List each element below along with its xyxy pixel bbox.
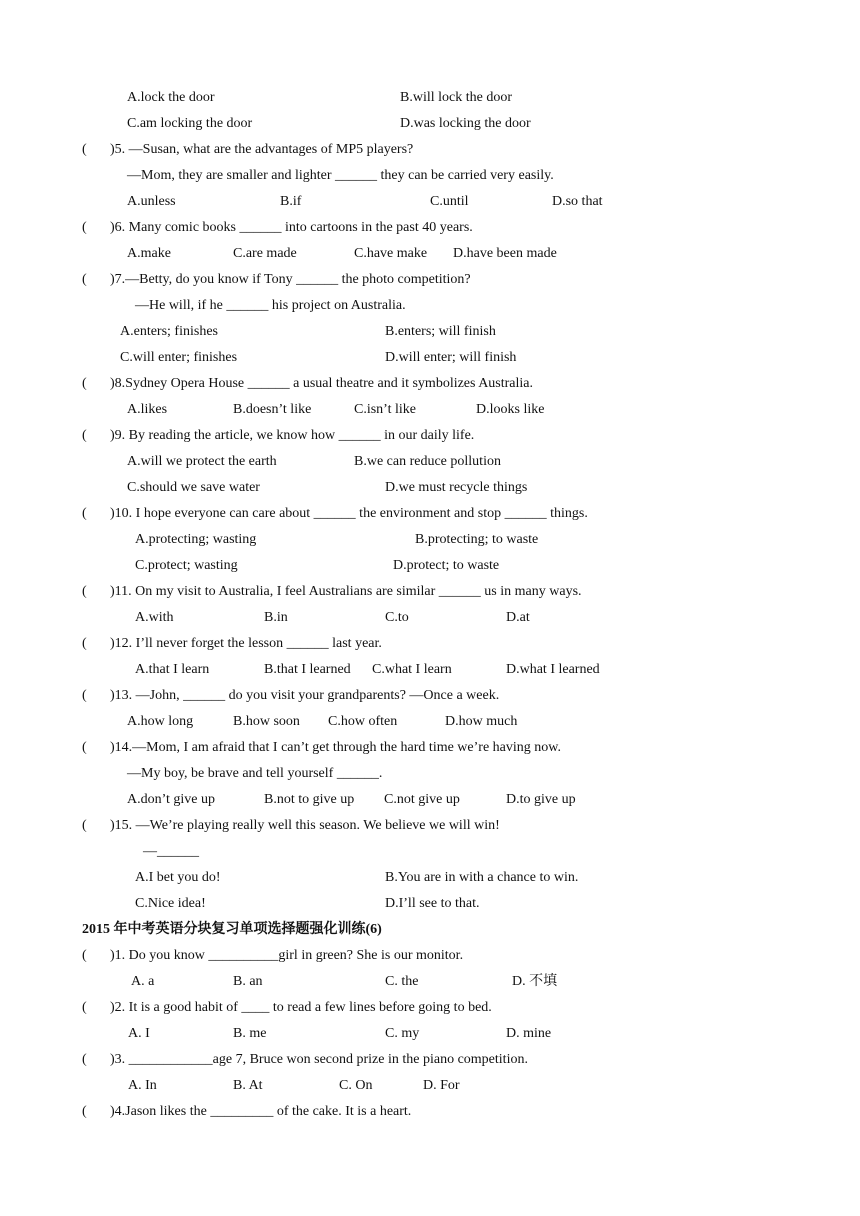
question-line: —He will, if he ______ his project on Australia. — [135, 298, 406, 313]
option-c: C.what I learn — [372, 662, 452, 677]
option-c: C.protect; wasting — [135, 558, 238, 573]
question-text: )6. Many comic books ______ into cartoons in the past 40 years. — [110, 220, 473, 235]
option-a: A.unless — [127, 194, 176, 209]
option-b: B.enters; will finish — [385, 324, 496, 339]
option-b: B.in — [264, 610, 288, 625]
option-a: A. I — [128, 1026, 150, 1041]
option-d: D.what I learned — [506, 662, 600, 677]
question-text: )11. On my visit to Australia, I feel Australians are similar ______ us in many ways. — [110, 584, 582, 599]
option-d: D.I’ll see to that. — [385, 896, 480, 911]
option-c: C. the — [385, 974, 419, 989]
option-d: D.at — [506, 610, 530, 625]
option-b: B.protecting; to waste — [415, 532, 539, 547]
option-a: A.I bet you do! — [135, 870, 221, 885]
option-c: C.am locking the door — [127, 116, 253, 131]
question-paren: ( — [82, 818, 87, 833]
option-d: D. 不填 — [512, 974, 558, 989]
question-text: )7.—Betty, do you know if Tony ______ the photo competition? — [110, 272, 471, 287]
question-text: )1. Do you know __________girl in green? She is our monitor. — [110, 948, 464, 963]
option-b: C.are made — [233, 246, 297, 261]
question-text: )4.Jason likes the _________ of the cake. It is a heart. — [110, 1104, 412, 1119]
option-a: A.make — [127, 246, 171, 261]
option-d: D. mine — [506, 1026, 552, 1041]
option-c: C.to — [385, 610, 409, 625]
question-text: )9. By reading the article, we know how ______ in our daily life. — [110, 428, 475, 443]
question-line: —My boy, be brave and tell yourself ______. — [127, 766, 383, 781]
option-d: D. For — [423, 1078, 460, 1093]
question-text: )2. It is a good habit of ____ to read a few lines before going to bed. — [110, 1000, 492, 1015]
question-paren: ( — [82, 220, 87, 235]
option-c: C. On — [339, 1078, 373, 1093]
option-d: D.so that — [552, 194, 603, 209]
question-paren: ( — [82, 688, 87, 703]
question-paren: ( — [82, 272, 87, 287]
option-b: B.doesn’t like — [233, 402, 312, 417]
option-b: B. At — [233, 1078, 263, 1093]
question-paren: ( — [82, 376, 87, 391]
option-a: A.protecting; wasting — [135, 532, 257, 547]
option-a: A. In — [128, 1078, 157, 1093]
option-b: B.that I learned — [264, 662, 351, 677]
option-b: B. me — [233, 1026, 267, 1041]
question-text: )13. —John, ______ do you visit your grandparents? —Once a week. — [110, 688, 500, 703]
question-text: )14.—Mom, I am afraid that I can’t get through the hard time we’re having now. — [110, 740, 561, 755]
question-paren: ( — [82, 1000, 87, 1015]
option-c: C.will enter; finishes — [120, 350, 238, 365]
question-line: —Mom, they are smaller and lighter ______ they can be carried very easily. — [127, 168, 554, 183]
option-a: A.will we protect the earth — [127, 454, 277, 469]
option-b: B.we can reduce pollution — [354, 454, 501, 469]
question-paren: ( — [82, 506, 87, 521]
option-a: A.lock the door — [127, 90, 215, 105]
question-text: )12. I’ll never forget the lesson ______ last year. — [110, 636, 382, 651]
option-c: C.isn’t like — [354, 402, 416, 417]
question-text: )5. —Susan, what are the advantages of MP5 players? — [110, 142, 414, 157]
option-b: B.will lock the door — [400, 90, 512, 105]
option-c: C.should we save water — [127, 480, 260, 495]
option-d: D.to give up — [506, 792, 576, 807]
question-text: )3. ____________age 7, Bruce won second prize in the piano competition. — [110, 1052, 528, 1067]
option-c: C.until — [430, 194, 469, 209]
option-a: A.that I learn — [135, 662, 210, 677]
question-line: —______ — [143, 844, 199, 859]
question-paren: ( — [82, 142, 87, 157]
option-a: A.enters; finishes — [120, 324, 218, 339]
option-a: A.likes — [127, 402, 168, 417]
option-c: C.how often — [328, 714, 398, 729]
option-c: C.have make — [354, 246, 428, 261]
question-paren: ( — [82, 1052, 87, 1067]
question-paren: ( — [82, 948, 87, 963]
option-d: D.will enter; will finish — [385, 350, 517, 365]
question-paren: ( — [82, 1104, 87, 1119]
option-b: B. an — [233, 974, 263, 989]
option-b: B.if — [280, 194, 302, 209]
option-b: B.not to give up — [264, 792, 355, 807]
option-a: A. a — [131, 974, 155, 989]
question-paren: ( — [82, 636, 87, 651]
question-text: )10. I hope everyone can care about ______ the environment and stop ______ things. — [110, 506, 588, 521]
option-d: D.protect; to waste — [393, 558, 500, 573]
option-d: D.we must recycle things — [385, 480, 528, 495]
option-c: C. my — [385, 1026, 420, 1041]
option-d: D.have been made — [453, 246, 557, 261]
question-paren: ( — [82, 740, 87, 755]
option-a: A.don’t give up — [127, 792, 216, 807]
section-heading: 2015 年中考英语分块复习单项选择题强化训练(6) — [82, 922, 382, 937]
option-a: A.how long — [127, 714, 194, 729]
question-paren: ( — [82, 428, 87, 443]
option-a: A.with — [135, 610, 174, 625]
option-c: C.not give up — [384, 792, 460, 807]
question-text: )15. —We’re playing really well this season. We believe we will win! — [110, 818, 500, 833]
question-paren: ( — [82, 584, 87, 599]
option-b: B.how soon — [233, 714, 300, 729]
option-d: D.how much — [445, 714, 518, 729]
option-d: D.was locking the door — [400, 116, 531, 131]
option-b: B.You are in with a chance to win. — [385, 870, 579, 885]
option-c: C.Nice idea! — [135, 896, 206, 911]
question-text: )8.Sydney Opera House ______ a usual theatre and it symbolizes Australia. — [110, 376, 534, 391]
option-d: D.looks like — [476, 402, 545, 417]
